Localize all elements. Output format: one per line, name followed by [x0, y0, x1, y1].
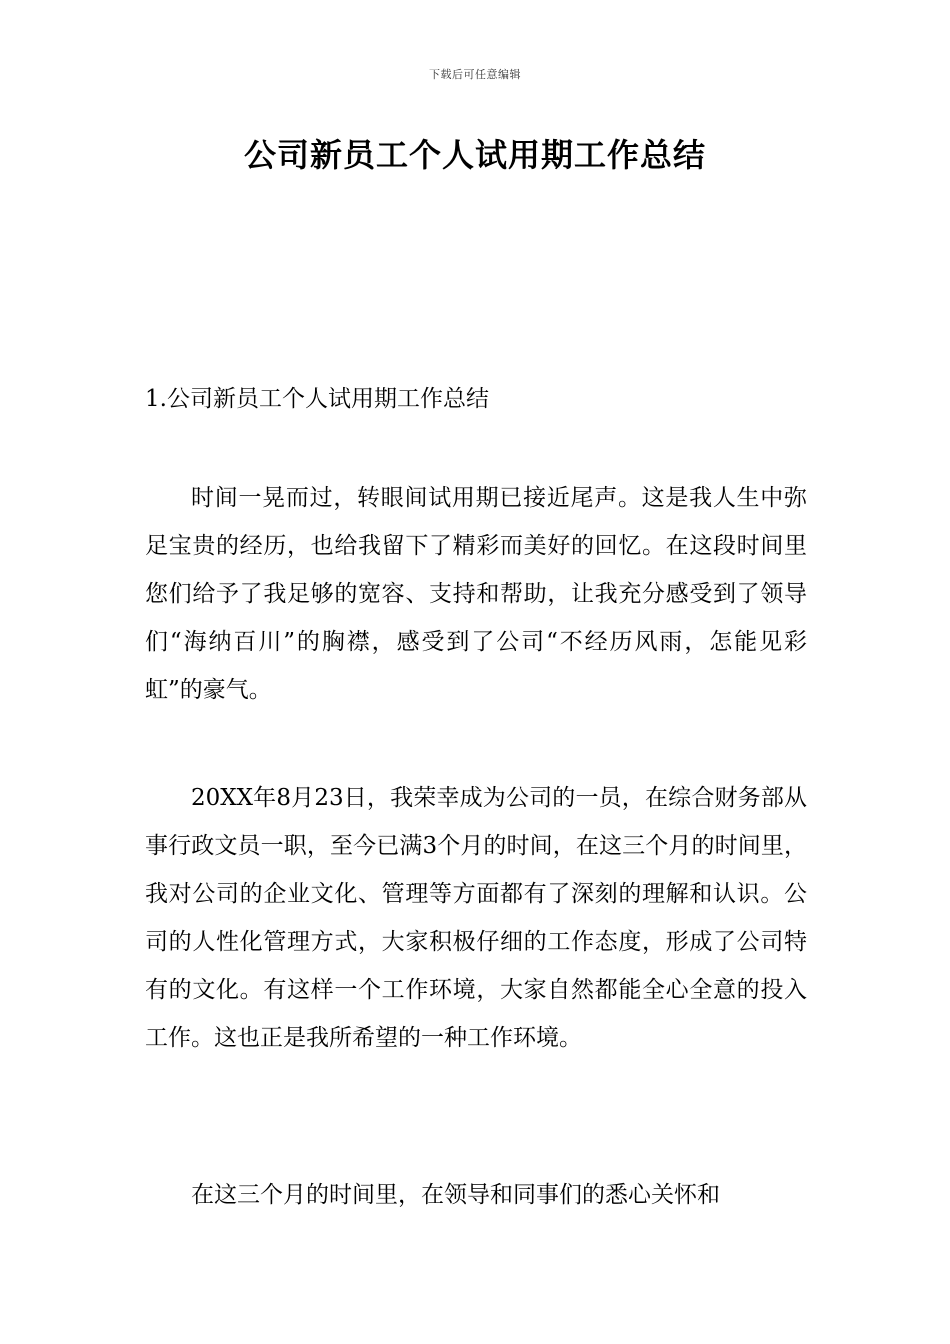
paragraph-3: 在这三个月的时间里，在领导和同事们的悉心关怀和 [191, 1182, 720, 1208]
header-note: 下载后可任意编辑 [429, 68, 521, 81]
paragraph-2: 20XX年8月23日，我荣幸成为公司的一员，在综合财务部从事行政文员一职，至今已满3个月的时间，在这三个月的时间里，我对公司的企业文化、管理等方面都有了深刻的理解和认识。公司的人性化管理方式，大家积极仔细的工作态度，形成了公司特有的文化。有这样一个工作环境，大家自然都能全心全意的投入工作。这也正是我所希望的一种工作环境。 [145, 785, 807, 1051]
paragraph-1: 时间一晃而过，转眼间试用期已接近尾声。这是我人生中弥足宝贵的经历，也给我留下了精彩而美好的回忆。在这段时间里您们给予了我足够的宽容、支持和帮助，让我充分感受到了领导们“海纳百川”的胸襟，感受到了公司“不经历风雨，怎能见彩虹”的豪气。 [145, 485, 807, 703]
section-heading: 1.公司新员工个人试用期工作总结 [145, 386, 489, 412]
document-title: 公司新员工个人试用期工作总结 [243, 136, 706, 174]
